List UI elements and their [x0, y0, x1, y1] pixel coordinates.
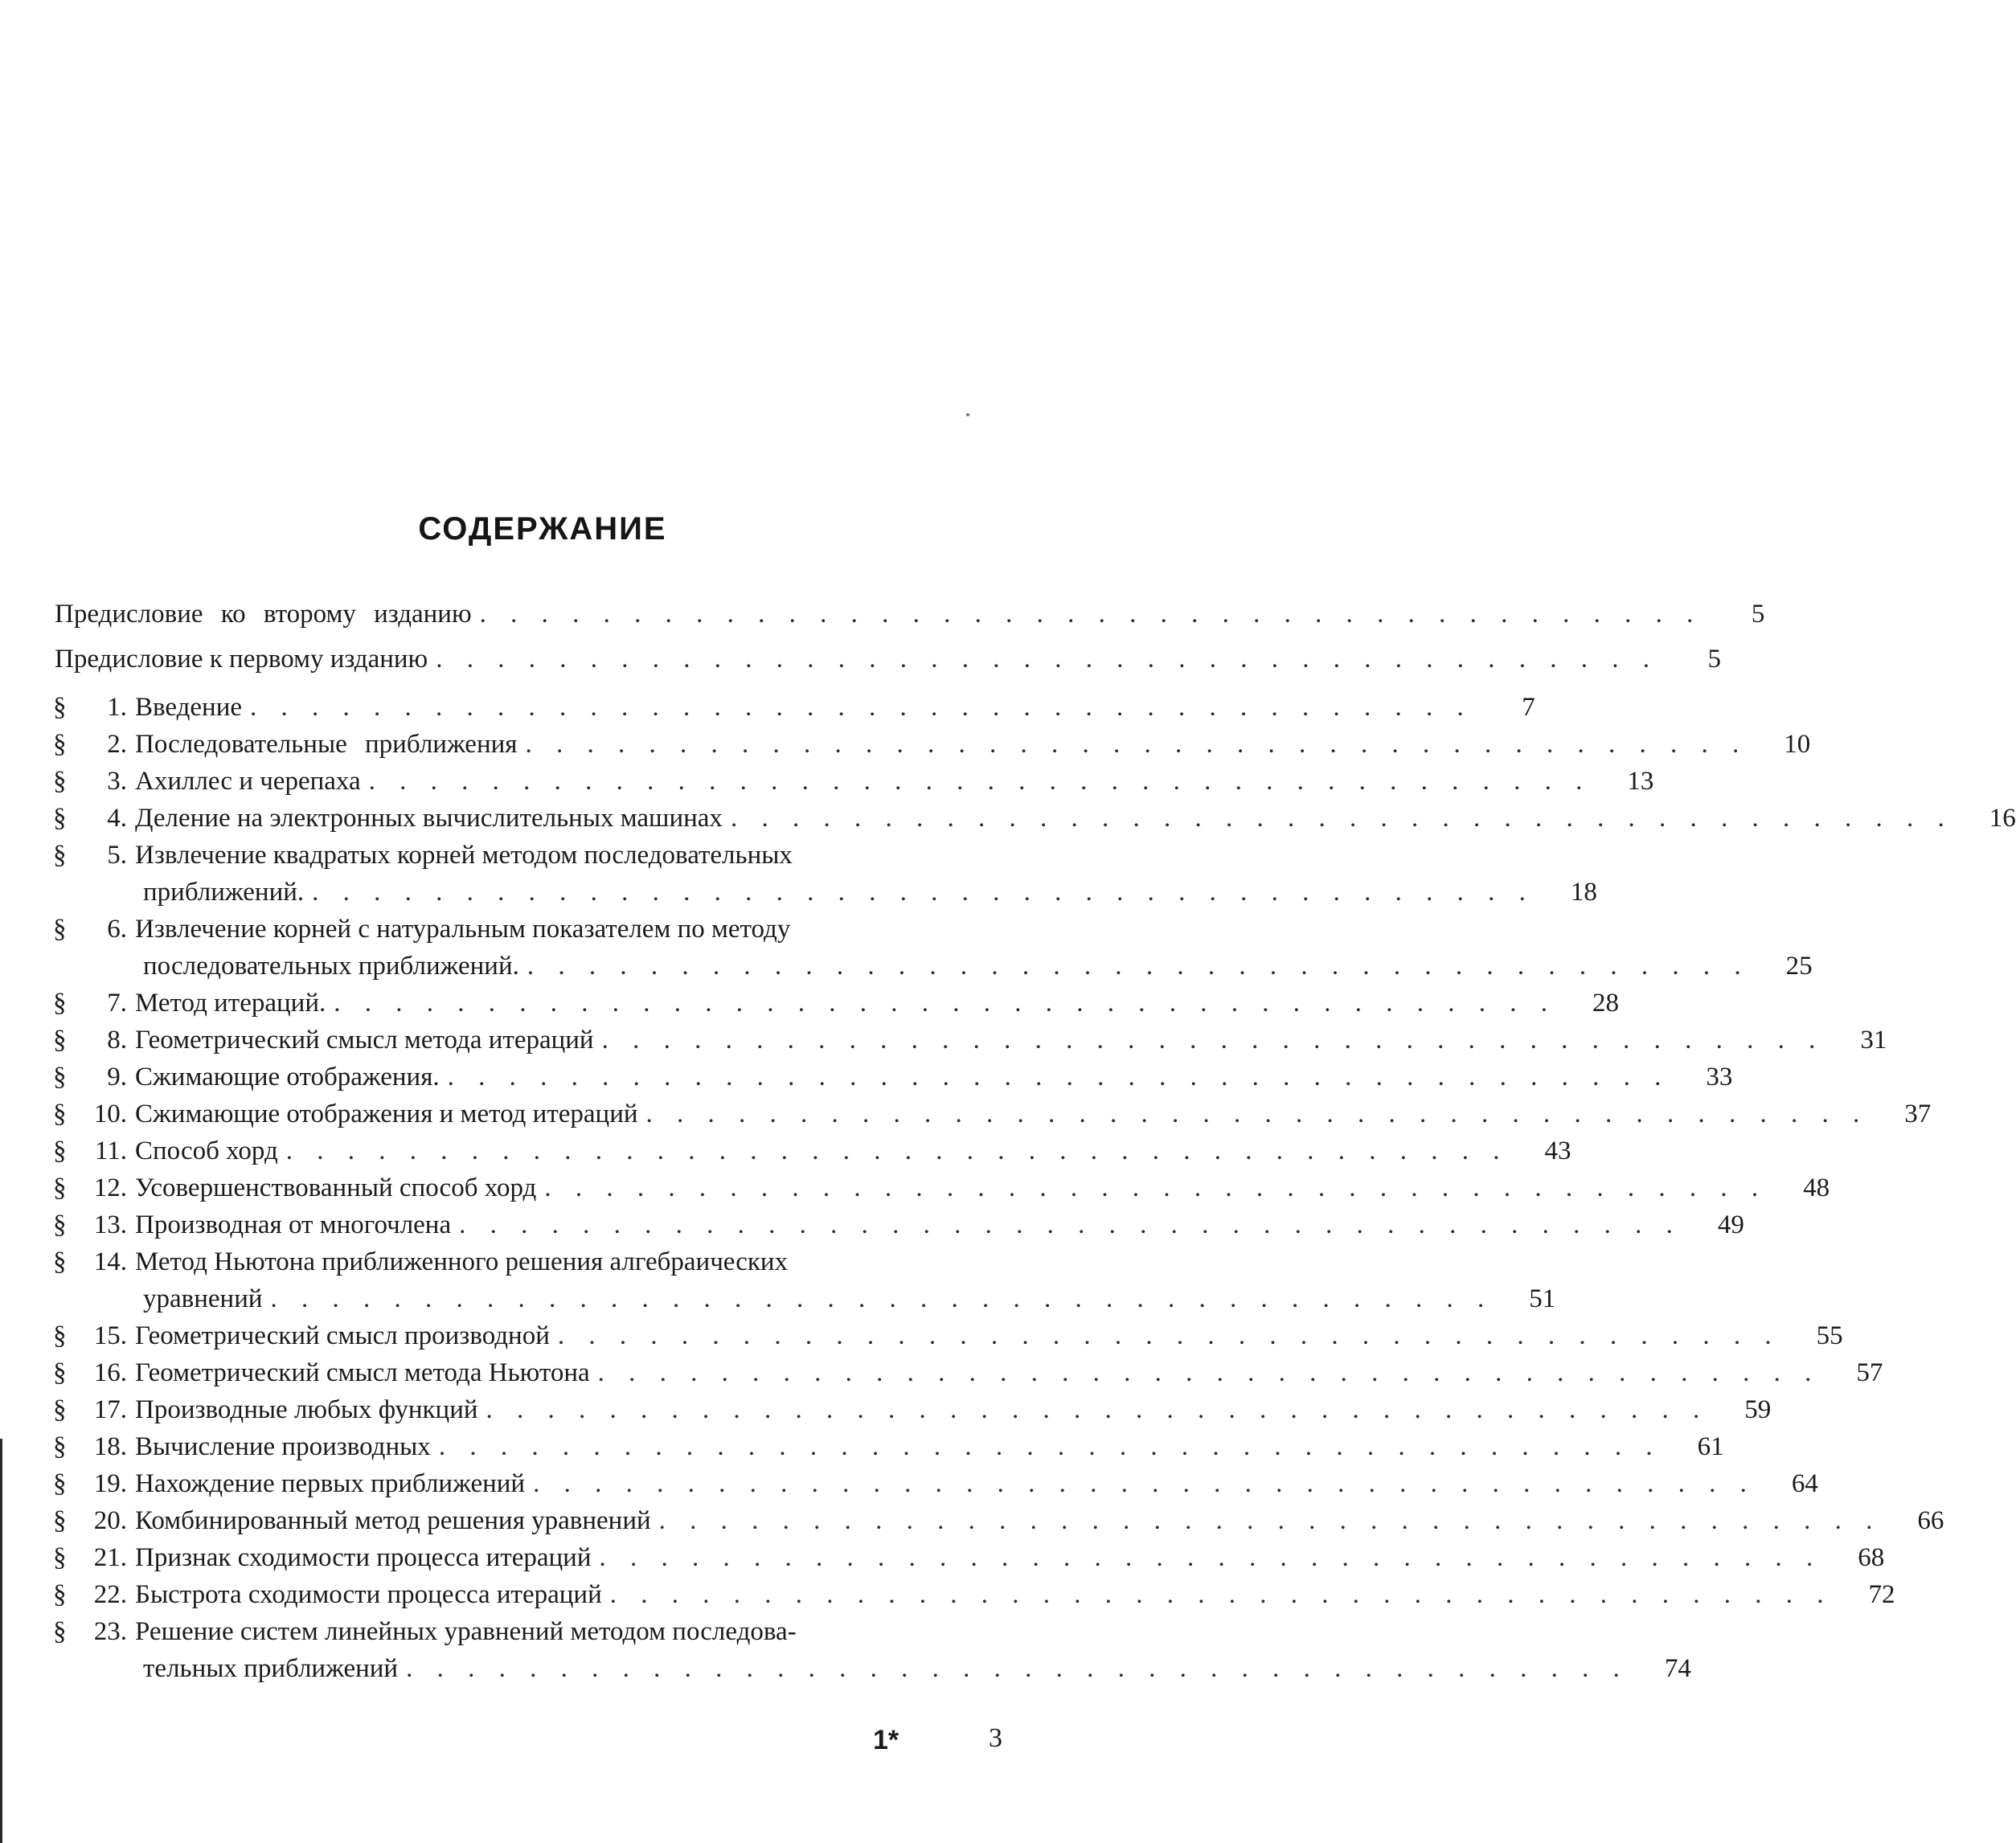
toc-entry-title: Извлечение квадратых корней методом последовательных	[135, 841, 793, 870]
toc-entry-page: 55	[1816, 1321, 1843, 1350]
toc-entry-page: 72	[1868, 1580, 1895, 1609]
toc-entry-section-19	[53, 1465, 1818, 1502]
dot-leader: . . . . . . . . . . . . . . . . . . . . . . . . . . . . . . . . . . . . . . . .	[527, 952, 1750, 981]
toc-entry-page: 31	[1860, 1026, 1887, 1055]
toc-entry-title-continued: последовательных приближений.	[143, 952, 519, 981]
page-title: СОДЕРЖАНИЕ	[418, 511, 667, 547]
toc-entry-section-23	[53, 1613, 1691, 1687]
dot-leader: . . . . . . . . . . . . . . . . . . . . . . . . . . . . . . . . . . . . . . . .	[645, 1100, 1869, 1128]
section-marker: § 9.	[53, 1063, 127, 1091]
section-marker: § 22.	[53, 1580, 127, 1609]
toc-entry-title: Вычисление производных	[135, 1432, 431, 1461]
toc-entry-page: 13	[1627, 767, 1654, 796]
toc-entry-title: Быстрота сходимости процесса итераций	[135, 1580, 602, 1609]
toc-entry-page: 16	[1989, 804, 2016, 833]
dot-leader: . . . . . . . . . . . . . . . . . . . . . . . . . . . . . . . . . . . . . . . .	[368, 767, 1592, 796]
dot-leader: . . . . . . . . . . . . . . . . . . . . . . . . . . . . . . . . . . . . . . . .	[312, 878, 1535, 907]
toc-entry-section-4	[53, 800, 2016, 837]
section-marker: § 15.	[53, 1321, 127, 1350]
section-marker: § 2.	[53, 730, 127, 759]
toc-entry-section-8	[53, 1022, 1887, 1059]
toc-entry-section-22	[53, 1576, 1895, 1613]
toc-entry-preface-first	[53, 641, 1721, 678]
section-marker: § 19.	[53, 1469, 127, 1498]
toc-entry-title: Комбинированный метод решения уравнений	[135, 1506, 651, 1535]
toc-entry-title: Деление на электронных вычислительных машинах	[135, 804, 723, 833]
toc-entry-title: Ахиллес и черепаха	[135, 767, 361, 796]
dot-leader: . . . . . . . . . . . . . . . . . . . . . . . . . . . . . . . . . . . . . . . .	[525, 730, 1748, 759]
section-marker: § 12.	[53, 1173, 127, 1202]
toc-entry-section-14	[53, 1243, 1556, 1317]
toc-entry-page: 49	[1717, 1210, 1744, 1239]
dot-leader: . . . . . . . . . . . . . . . . . . . . . . . . . . . . . . . . . . . . . . . .	[730, 804, 1953, 833]
toc-entry-section-16	[53, 1354, 1883, 1391]
toc-entry-title: Решение систем линейных уравнений методом последова-	[135, 1617, 797, 1646]
dot-leader: . . . . . . . . . . . . . . . . . . . . . . . . . . . . . . . . . . . . . . . .	[658, 1506, 1882, 1535]
scan-edge-shadow	[0, 1439, 2, 1843]
toc-entry-section-15	[53, 1317, 1843, 1354]
toc-entry-page: 48	[1803, 1173, 1830, 1202]
section-marker: § 18.	[53, 1432, 127, 1461]
section-marker: § 13.	[53, 1210, 127, 1239]
toc-entry-page: 25	[1785, 952, 1813, 981]
toc-entry-title: Введение	[135, 693, 243, 722]
toc-entry-section-11	[53, 1132, 1571, 1169]
dot-leader: . . . . . . . . . . . . . . . . . . . . . . . . . . . . . . . . . . . . . . . .	[557, 1321, 1780, 1350]
toc-entry-page: 61	[1697, 1432, 1724, 1461]
section-marker: § 8.	[53, 1026, 127, 1055]
printer-signature: 1*	[873, 1725, 899, 1755]
toc-entry-title: Способ хорд	[135, 1137, 278, 1165]
dot-leader: . . . . . . . . . . . . . . . . . . . . . . . . . . . . . . . . . . . . . . . .	[597, 1358, 1821, 1387]
toc-entry-section-9	[53, 1059, 1733, 1096]
toc-entry-page: 66	[1917, 1506, 1944, 1535]
toc-entry-title: Сжимающие отображения.	[135, 1063, 440, 1091]
dot-leader: . . . . . . . . . . . . . . . . . . . . . . . . . . . . . . . . . . . . . . . .	[250, 693, 1473, 722]
toc-entry-page: 57	[1856, 1358, 1883, 1387]
toc-entry-title: Сжимающие отображения и метод итераций	[135, 1100, 638, 1128]
toc-entry-page: 28	[1592, 989, 1619, 1018]
dot-leader: . . . . . . . . . . . . . . . . . . . . . . . . . . . . . . . . . . . . . . . .	[436, 645, 1658, 674]
dot-leader: . . . . . . . . . . . . . . . . . . . . . . . . . . . . . . . . . . . . . . . .	[438, 1432, 1662, 1461]
toc-entry-section-18	[53, 1428, 1724, 1465]
dot-leader: . . . . . . . . . . . . . . . . . . . . . . . . . . . . . . . . . . . . . . . .	[601, 1026, 1825, 1055]
dot-leader: . . . . . . . . . . . . . . . . . . . . . . . . . . . . . . . . . . . . . . . .	[609, 1580, 1833, 1609]
toc-entry-title: Метод Ньютона приближенного решения алгебраических	[135, 1247, 789, 1276]
toc-entry-section-1	[53, 689, 1535, 726]
toc-entry-title: Усовершенствованный способ хорд	[135, 1173, 537, 1202]
toc-entry-page: 64	[1791, 1469, 1818, 1498]
section-marker: § 16.	[53, 1358, 127, 1387]
dot-leader: . . . . . . . . . . . . . . . . . . . . . . . . . . . . . . . . . . . . . . . .	[285, 1137, 1509, 1165]
toc-entry-page: 74	[1664, 1654, 1691, 1683]
toc-entry-page: 5	[1707, 645, 1721, 674]
toc-entry-section-13	[53, 1206, 1744, 1243]
toc-entry-page: 10	[1784, 730, 1811, 759]
toc-entry-section-7	[53, 985, 1619, 1022]
dot-leader: . . . . . . . . . . . . . . . . . . . . . . . . . . . . . . . . . . . . . . . .	[459, 1210, 1682, 1239]
dot-leader: . . . . . . . . . . . . . . . . . . . . . . . . . . . . . . . . . . . . . . . .	[544, 1173, 1768, 1202]
section-marker: § 20.	[53, 1506, 127, 1535]
dot-leader: . . . . . . . . . . . . . . . . . . . . . . . . . . . . . . . . . . . . . . . .	[533, 1469, 1756, 1498]
dot-leader: . . . . . . . . . . . . . . . . . . . . . . . . . . . . . . . . . . . . . . . .	[479, 600, 1703, 629]
toc-entry-title: Геометрический смысл метода итераций	[135, 1026, 594, 1055]
section-marker: § 1.	[53, 693, 127, 722]
toc-entry-page: 5	[1751, 600, 1765, 629]
toc-entry-page: 68	[1858, 1543, 1885, 1572]
toc-entry-section-5	[53, 837, 1597, 911]
section-marker: § 7.	[53, 989, 127, 1018]
section-marker: § 4.	[53, 804, 127, 833]
toc-entry-title: Производная от многочлена	[135, 1210, 452, 1239]
toc-entry-page: 51	[1529, 1284, 1556, 1313]
toc-entry-page: 59	[1744, 1395, 1772, 1424]
toc-entry-title: Предисловие ко второму изданию	[55, 600, 472, 629]
section-marker: § 14.	[53, 1247, 127, 1276]
toc-entry-title: Нахождение первых приближений	[135, 1469, 526, 1498]
scan-speck	[966, 413, 969, 416]
section-marker: § 23.	[53, 1617, 127, 1646]
toc-entry-section-20	[53, 1502, 1944, 1539]
dot-leader: . . . . . . . . . . . . . . . . . . . . . . . . . . . . . . . . . . . . . . . .	[334, 989, 1556, 1018]
dot-leader: . . . . . . . . . . . . . . . . . . . . . . . . . . . . . . . . . . . . . . . .	[486, 1395, 1709, 1424]
toc-entry-section-10	[53, 1096, 1932, 1132]
dot-leader: . . . . . . . . . . . . . . . . . . . . . . . . . . . . . . . . . . . . . . . .	[406, 1654, 1629, 1683]
toc-entry-title-continued: уравнений	[143, 1284, 263, 1313]
toc-entry-section-2	[53, 726, 1811, 763]
section-marker: § 3.	[53, 767, 127, 796]
dot-leader: . . . . . . . . . . . . . . . . . . . . . . . . . . . . . . . . . . . . . . . .	[447, 1063, 1670, 1091]
toc-entry-section-6	[53, 911, 1813, 985]
toc-entry-title: Геометрический смысл производной	[135, 1321, 550, 1350]
section-marker: § 10.	[53, 1100, 127, 1128]
toc-entry-title: Метод итераций.	[135, 989, 326, 1018]
page-number: 3	[989, 1723, 1002, 1753]
toc-entry-page: 7	[1522, 693, 1535, 722]
toc-entry-page: 43	[1544, 1137, 1571, 1165]
toc-entry-title: Геометрический смысл метода Ньютона	[135, 1358, 590, 1387]
toc-entry-page: 18	[1570, 878, 1597, 907]
toc-entry-title: Извлечение корней с натуральным показателем по методу	[135, 915, 791, 944]
section-marker: § 21.	[53, 1543, 127, 1572]
dot-leader: . . . . . . . . . . . . . . . . . . . . . . . . . . . . . . . . . . . . . . . .	[270, 1284, 1494, 1313]
toc-entry-title: Признак сходимости процесса итераций	[135, 1543, 592, 1572]
toc-entry-title-continued: приближений.	[143, 878, 305, 907]
toc-entry-section-3	[53, 763, 1654, 800]
toc-entry-title: Производные любых функций	[135, 1395, 478, 1424]
toc-entry-title: Предисловие к первому изданию	[55, 645, 428, 674]
toc-entry-section-21	[53, 1539, 1885, 1576]
toc-entry-preface-second	[53, 596, 1765, 633]
section-marker: § 11.	[53, 1137, 127, 1165]
section-marker: § 6.	[53, 915, 127, 944]
toc-entry-section-12	[53, 1169, 1830, 1206]
section-marker: § 5.	[53, 841, 127, 870]
toc-entry-page: 37	[1904, 1100, 1932, 1128]
dot-leader: . . . . . . . . . . . . . . . . . . . . . . . . . . . . . . . . . . . . . . . .	[599, 1543, 1822, 1572]
toc-entry-title-continued: тельных приближений	[143, 1654, 399, 1683]
toc-entry-section-17	[53, 1391, 1772, 1428]
toc-entry-title: Последовательные приближения	[135, 730, 518, 759]
toc-entry-page: 33	[1706, 1063, 1733, 1091]
section-marker: § 17.	[53, 1395, 127, 1424]
